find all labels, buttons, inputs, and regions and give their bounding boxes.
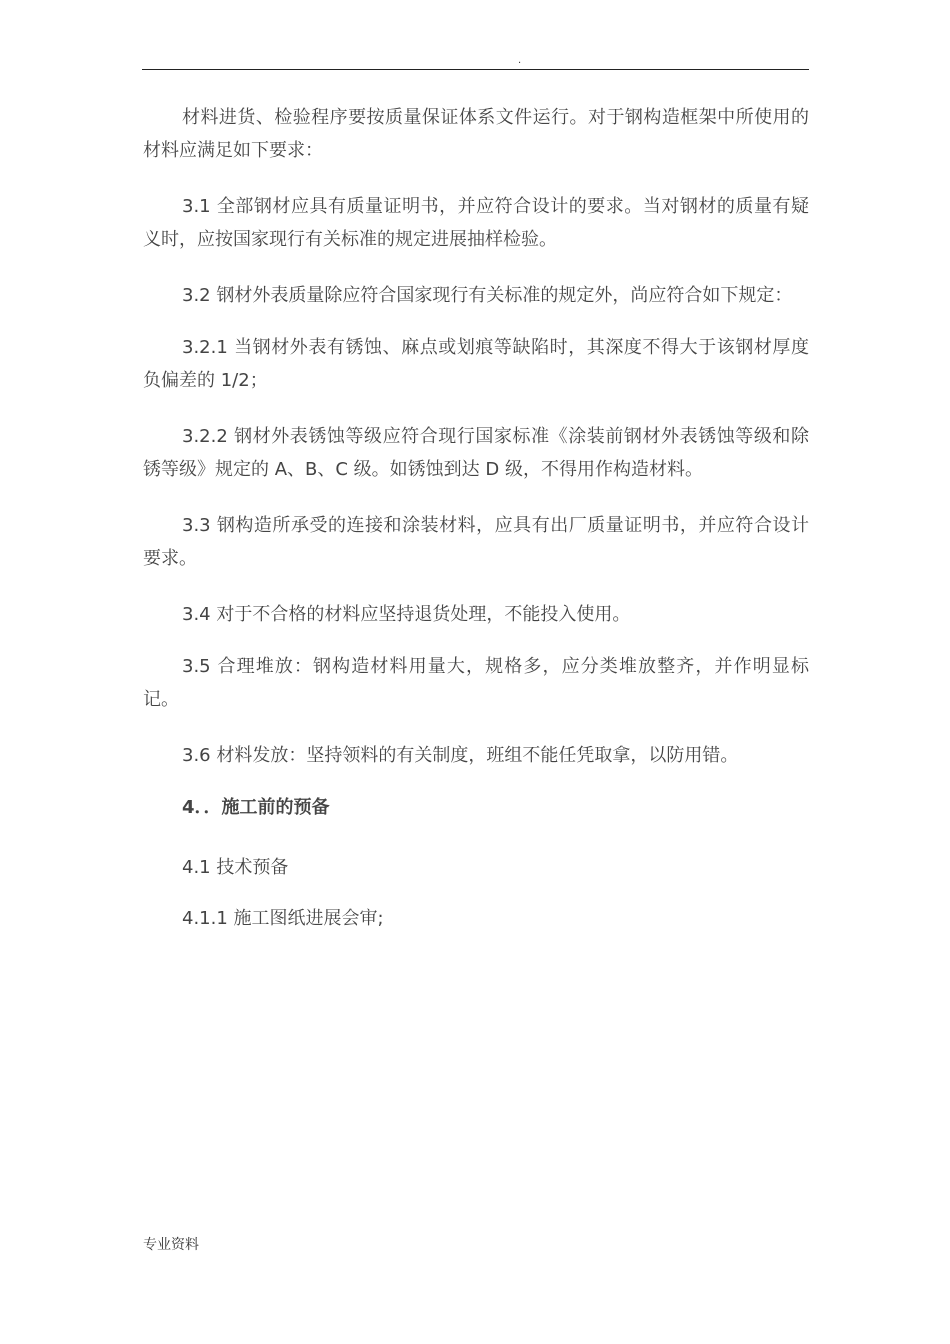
item-4-1-1: 4.1.1 施工图纸进展会审;: [182, 908, 384, 929]
header-rule: [142, 69, 809, 70]
footer-label: 专业资料: [143, 1237, 199, 1253]
paragraph-3-2-2: 3.2.2 钢材外表锈蚀等级应符合现行国家标准《涂装前钢材外表锈蚀等级和除锈等级》规定的 A、B、C 级。如锈蚀到达 D 级，不得用作构造材料。: [143, 426, 809, 480]
paragraph-3-3: 3.3 钢构造所承受的连接和涂装材料，应具有出厂质量证明书，并应符合设计要求。: [143, 515, 809, 569]
subsection-4-1: 4.1 技术预备: [182, 857, 289, 878]
document-body: [143, 101, 809, 958]
paragraph-3-1: 3.1 全部钢材应具有质量证明书，并应符合设计的要求。当对钢材的质量有疑义时，应按国家现行有关标准的规定进展抽样检验。: [143, 196, 809, 250]
header-mark: .: [518, 55, 522, 66]
section-heading-4: 4．．施工前的预备: [182, 797, 330, 818]
paragraph-3-6: 3.6 材料发放：坚持领料的有关制度，班组不能任凭取拿，以防用错。: [182, 745, 739, 766]
paragraph-3-2: 3.2 钢材外表质量除应符合国家现行有关标准的规定外，尚应符合如下规定：: [182, 285, 793, 306]
paragraph-intro: 材料进货、检验程序要按质量保证体系文件运行。对于钢构造框架中所使用的材料应满足如下要求：: [143, 107, 809, 161]
paragraph-3-4: 3.4 对于不合格的材料应坚持退货处理，不能投入使用。: [182, 604, 631, 625]
paragraph-3-2-1: 3.2.1 当钢材外表有锈蚀、麻点或划痕等缺陷时，其深度不得大于该钢材厚度负偏差的 1/2；: [143, 337, 809, 391]
paragraph-3-5: 3.5 合理堆放：钢构造材料用量大，规格多，应分类堆放整齐，并作明显标记。: [143, 656, 809, 710]
